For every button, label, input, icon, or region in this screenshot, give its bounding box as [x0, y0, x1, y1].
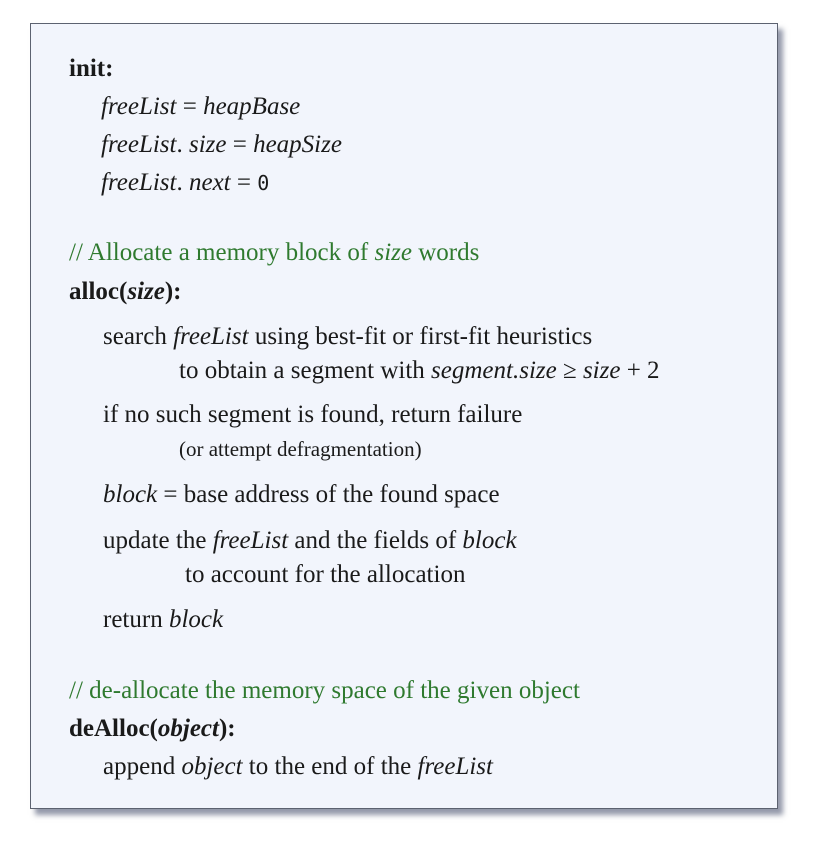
dealloc-signature: deAlloc(object): — [69, 715, 236, 742]
alloc-search-line: search freeList using best-fit or first-fit heuristics — [103, 323, 593, 350]
pseudocode-box — [30, 23, 778, 809]
alloc-update-line: update the freeList and the fields of block — [103, 527, 517, 554]
alloc-comment: // Allocate a memory block of size words — [69, 239, 480, 266]
alloc-no-segment-line: if no such segment is found, return failure — [103, 401, 523, 428]
alloc-defrag-note: (or attempt defragmentation) — [179, 437, 422, 461]
alloc-block-assign: block = base address of the found space — [103, 481, 500, 508]
init-line-freelist: freeList = heapBase — [101, 93, 301, 120]
dealloc-comment: // de-allocate the memory space of the given object — [69, 677, 580, 704]
dealloc-append-line: append object to the end of the freeList — [103, 753, 493, 780]
init-line-size: freeList. size = heapSize — [101, 131, 342, 158]
init-heading: init: — [69, 55, 114, 82]
alloc-return-line: return block — [103, 606, 224, 633]
alloc-signature: alloc(size): — [69, 278, 182, 305]
alloc-update-continuation: to account for the allocation — [185, 561, 466, 588]
init-line-next: freeList. next = 0 — [101, 169, 270, 196]
alloc-search-continuation: to obtain a segment with segment.size ≥ size + 2 — [179, 357, 660, 384]
